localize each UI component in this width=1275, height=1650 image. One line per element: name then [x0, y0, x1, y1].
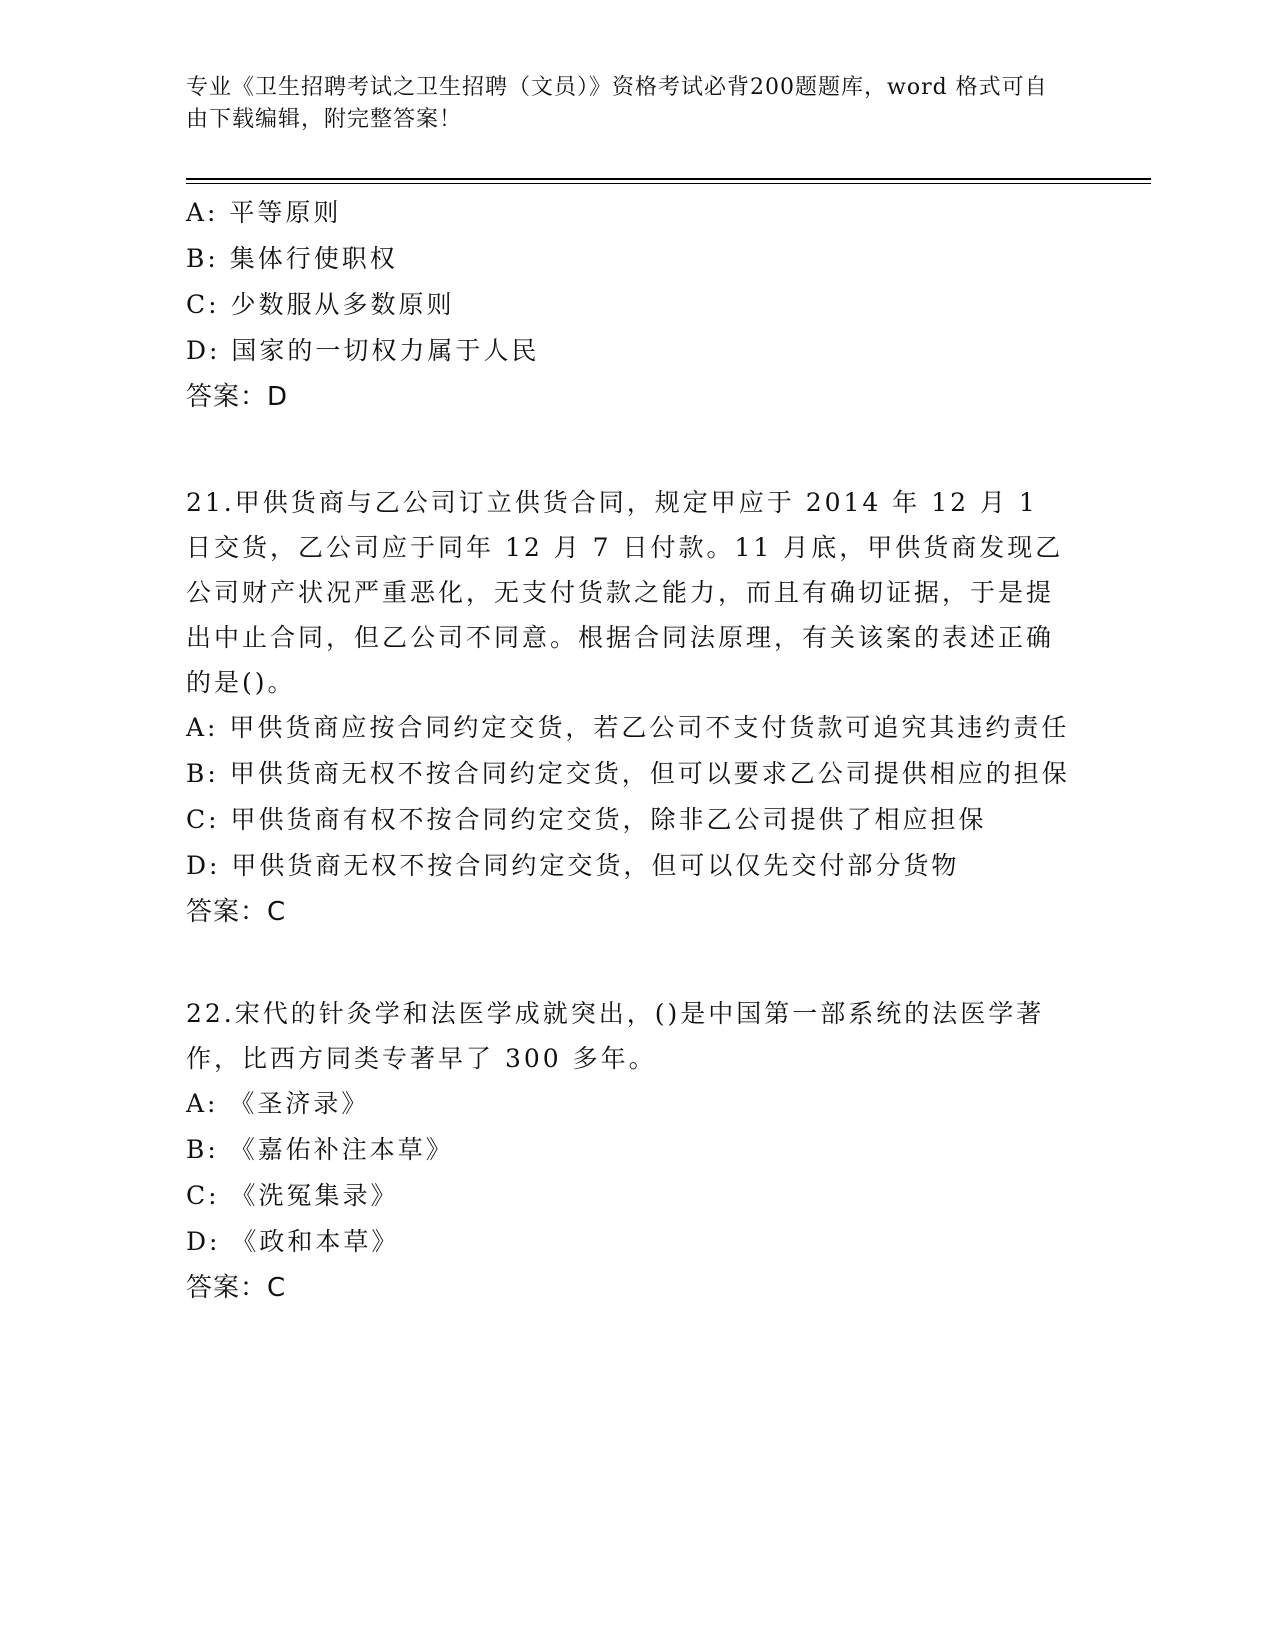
- option-c: C: 少数服从多数原则: [186, 290, 455, 319]
- document-header: 专业《卫生招聘考试之卫生招聘（文员）》资格考试必背200题题库，word 格式可自由下载编辑，附完整答案！: [186, 75, 1048, 132]
- option-c: C: 甲供货商有权不按合同约定交货，除非乙公司提供了相应担保: [186, 805, 987, 834]
- header-rule-thin: [186, 183, 1151, 184]
- option-d: D: 国家的一切权力属于人民: [186, 336, 540, 365]
- spacer: [186, 420, 1076, 466]
- option-b: B: 《嘉佑补注本草》: [186, 1135, 454, 1164]
- option-b: B: 甲供货商无权不按合同约定交货，但可以要求乙公司提供相应的担保: [186, 759, 1070, 788]
- question-stem: 22.宋代的针灸学和法医学成就突出，()是中国第一部系统的法医学著作，比西方同类专著早了 300 多年。: [186, 999, 1045, 1073]
- option-b: B: 集体行使职权: [186, 244, 398, 273]
- option-c: C: 《洗冤集录》: [186, 1181, 399, 1210]
- question-21: [186, 480, 1076, 935]
- header-rule-thick: [186, 178, 1151, 180]
- answer: 答案：C: [186, 897, 287, 927]
- spacer: [186, 466, 1076, 480]
- question-stem: 21.甲供货商与乙公司订立供货合同，规定甲应于 2014 年 12 月 1 日交货，乙公司应于同年 12 月 7 日付款。11 月底，甲供货商发现乙公司财产状况严重恶化，无支付货款之能力，而且有确切证据，于是提出中止合同，但乙公司不同意。根据合同法原理，有关该案的表述正确的是()。: [186, 488, 1064, 697]
- option-a: A: 平等原则: [186, 198, 342, 227]
- spacer: [186, 935, 1076, 981]
- question-22: [186, 991, 1076, 1311]
- answer: 答案：D: [186, 382, 289, 412]
- question-20: [186, 190, 1076, 420]
- option-a: A: 《圣济录》: [186, 1089, 370, 1118]
- answer: 答案：C: [186, 1273, 287, 1303]
- option-d: D: 《政和本草》: [186, 1227, 400, 1256]
- spacer: [186, 981, 1076, 991]
- question-content: [186, 190, 1076, 1311]
- option-a: A: 甲供货商应按合同约定交货，若乙公司不支付货款可追究其违约责任: [186, 713, 1070, 742]
- option-d: D: 甲供货商无权不按合同约定交货，但可以仅先交付部分货物: [186, 851, 960, 880]
